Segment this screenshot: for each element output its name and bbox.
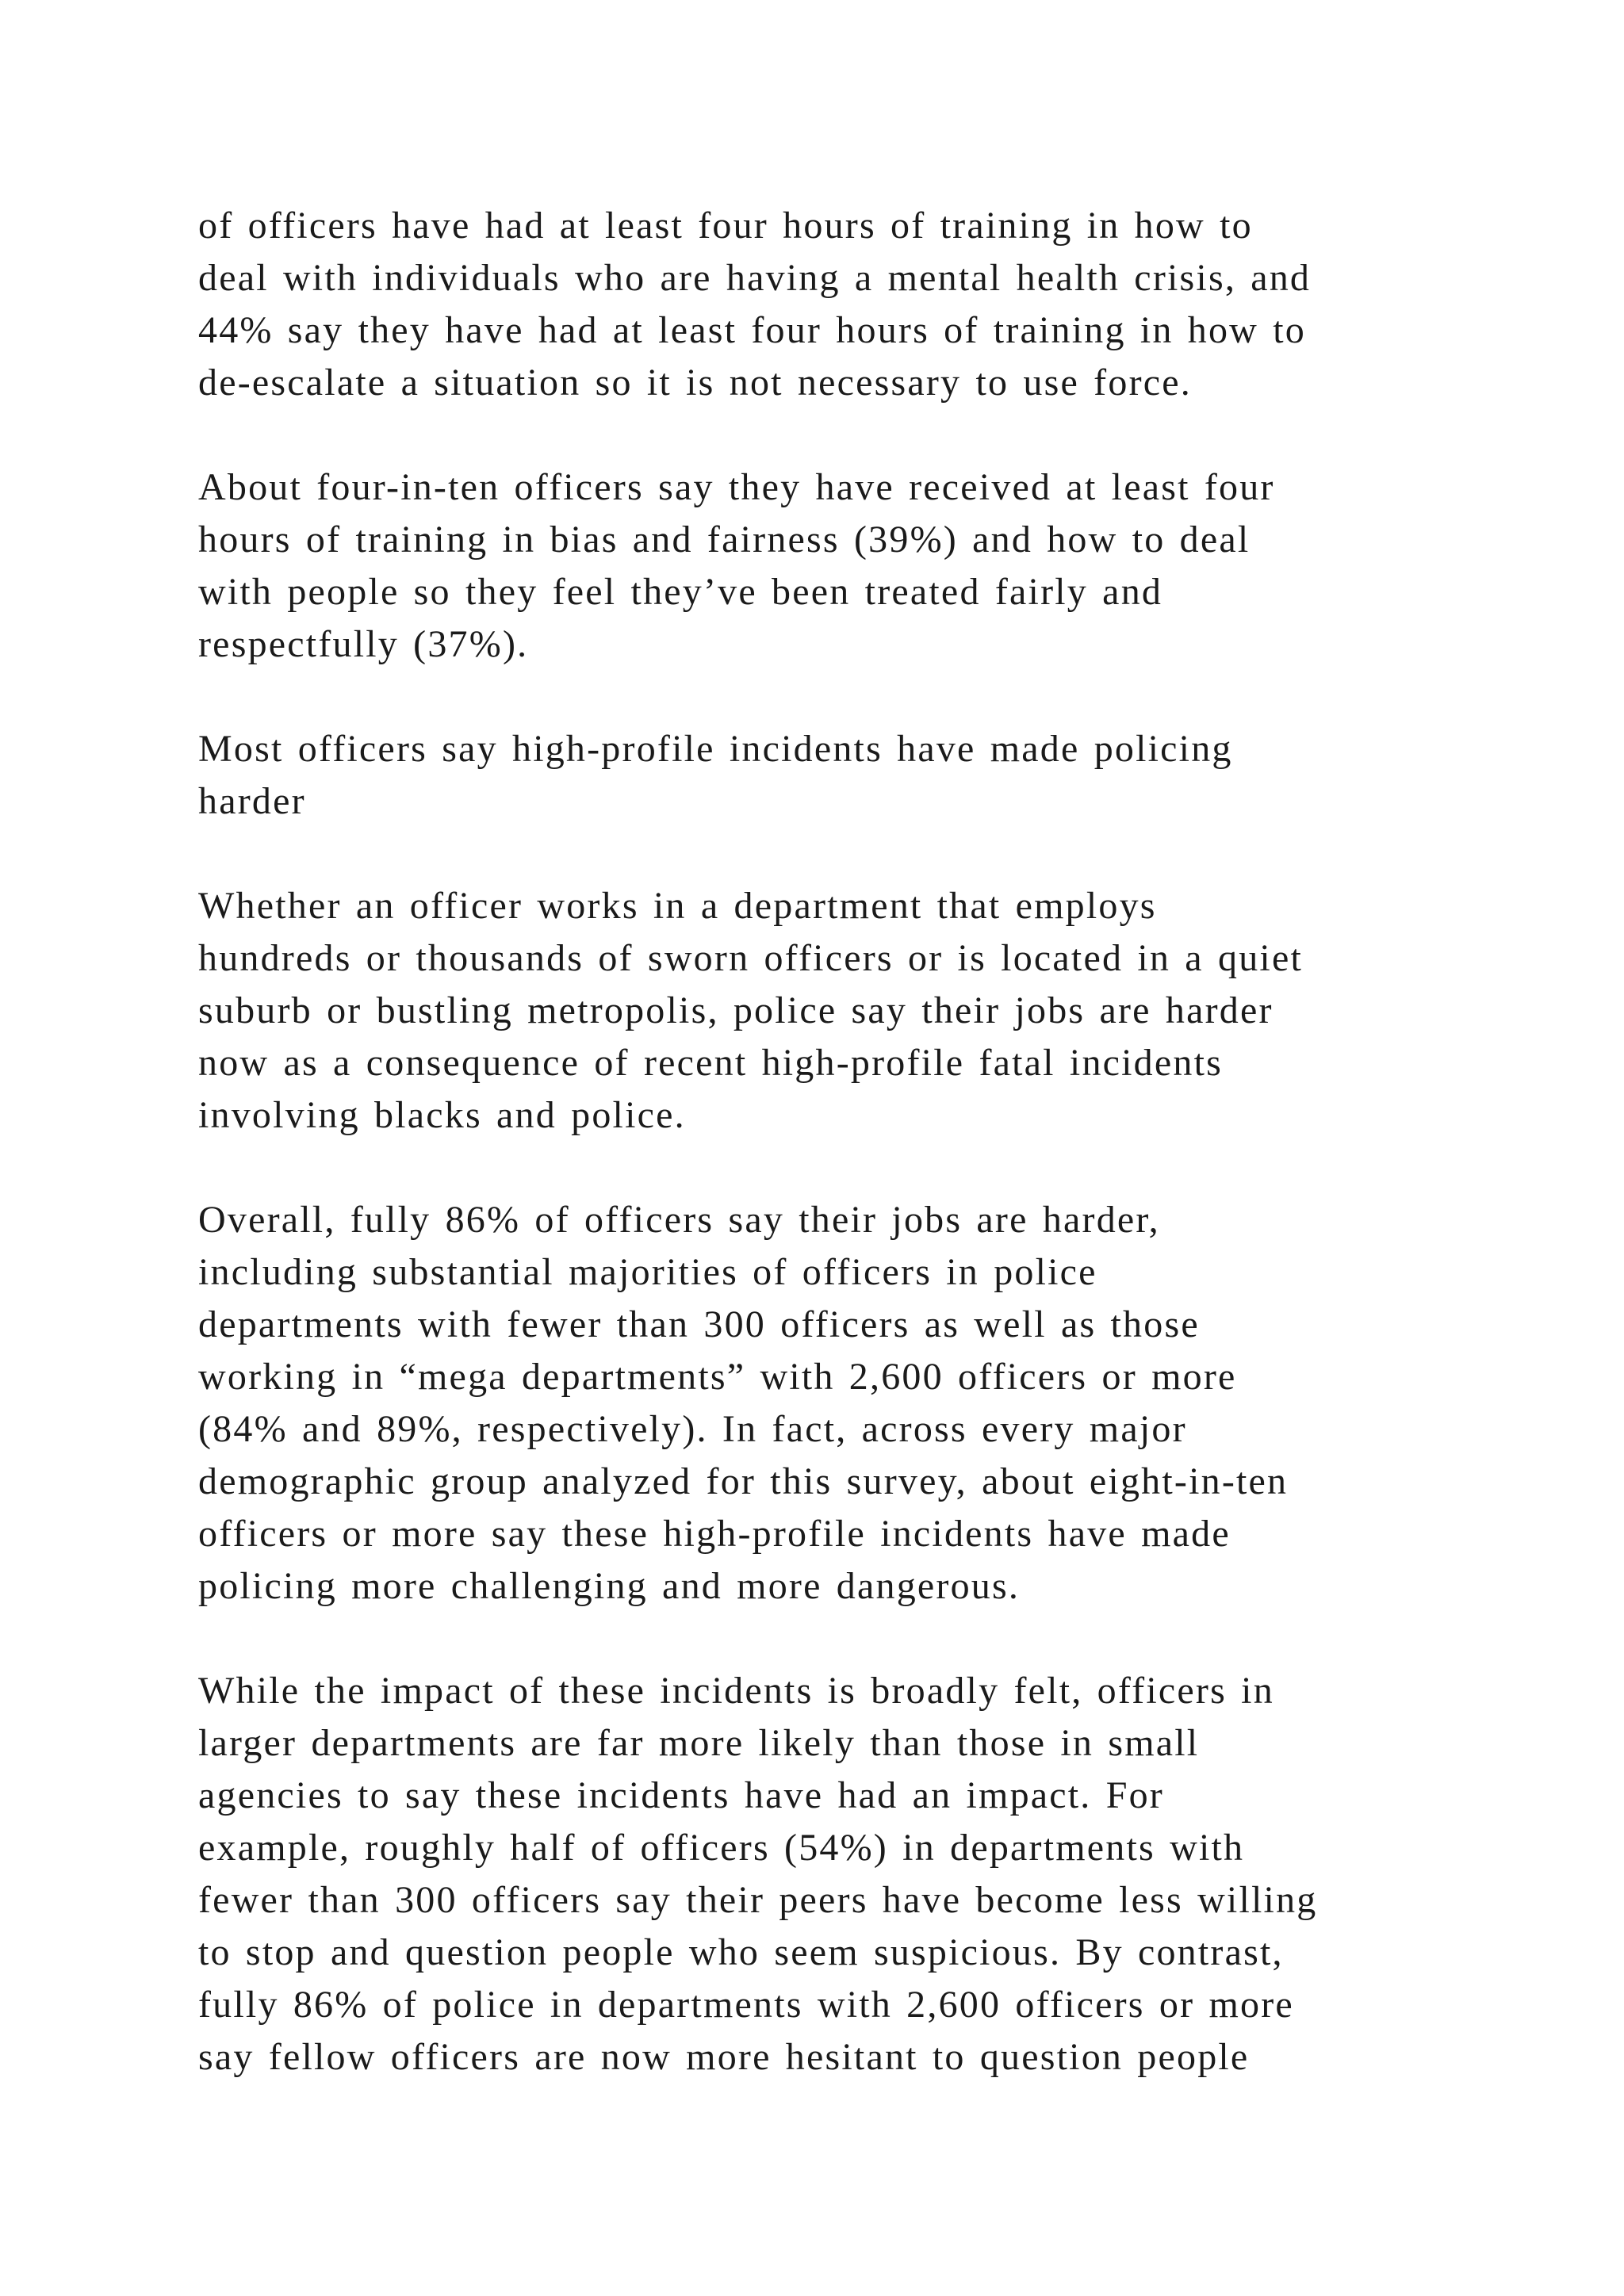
text-line: hours of training in bias and fairness (39%) and how to deal [198,519,1251,561]
paragraph-impact-larger-departments [198,1665,1467,2084]
paragraph-department-size [198,880,1467,1142]
text-line: larger departments are far more likely than those in small [198,1722,1200,1764]
text-line: example, roughly half of officers (54%) in departments with [198,1827,1245,1869]
text-line: de-escalate a situation so it is not necessary to use force. [198,362,1192,404]
text-line: of officers have had at least four hours of training in how to [198,205,1253,247]
text-line: (84% and 89%, respectively). In fact, across every major [198,1408,1187,1450]
text-line: About four-in-ten officers say they have received at least four [198,466,1275,508]
text-line: policing more challenging and more dangerous. [198,1565,1021,1607]
paragraph-bias-training [198,461,1467,671]
text-line: agencies to say these incidents have had an impact. For [198,1774,1164,1816]
text-line: officers or more say these high-profile incidents have made [198,1513,1231,1555]
text-line: Overall, fully 86% of officers say their jobs are harder, [198,1199,1160,1241]
paragraph-training-hours [198,200,1467,409]
text-line: with people so they feel they’ve been treated fairly and [198,571,1163,613]
text-line: now as a consequence of recent high-profile fatal incidents [198,1042,1224,1084]
text-line: demographic group analyzed for this survey, about eight-in-ten [198,1460,1289,1502]
text-line: While the impact of these incidents is broadly felt, officers in [198,1670,1274,1712]
text-line: harder [198,780,306,822]
text-line: fully 86% of police in departments with 2,600 officers or more [198,1984,1294,2026]
text-line: Whether an officer works in a department that employs [198,885,1157,927]
text-line: say fellow officers are now more hesitant to question people [198,2036,1250,2078]
text-line: respectfully (37%). [198,623,529,665]
section-heading [198,723,1467,828]
text-line: fewer than 300 officers say their peers have become less willing [198,1879,1318,1921]
text-line: working in “mega departments” with 2,600 officers or more [198,1356,1237,1398]
text-line: departments with fewer than 300 officers as well as those [198,1303,1200,1345]
text-line: to stop and question people who seem suspicious. By contrast, [198,1931,1284,1973]
text-line: deal with individuals who are having a mental health crisis, and [198,257,1312,299]
text-line: 44% say they have had at least four hours of training in how to [198,309,1306,351]
text-line: including substantial majorities of officers in police [198,1251,1097,1293]
text-line: involving blacks and police. [198,1094,686,1136]
text-line: Most officers say high-profile incidents have made policing [198,728,1233,770]
paragraph-overall-harder [198,1194,1467,1613]
text-line: suburb or bustling metropolis, police say their jobs are harder [198,989,1274,1031]
text-line: hundreds or thousands of sworn officers or is located in a quiet [198,937,1303,979]
